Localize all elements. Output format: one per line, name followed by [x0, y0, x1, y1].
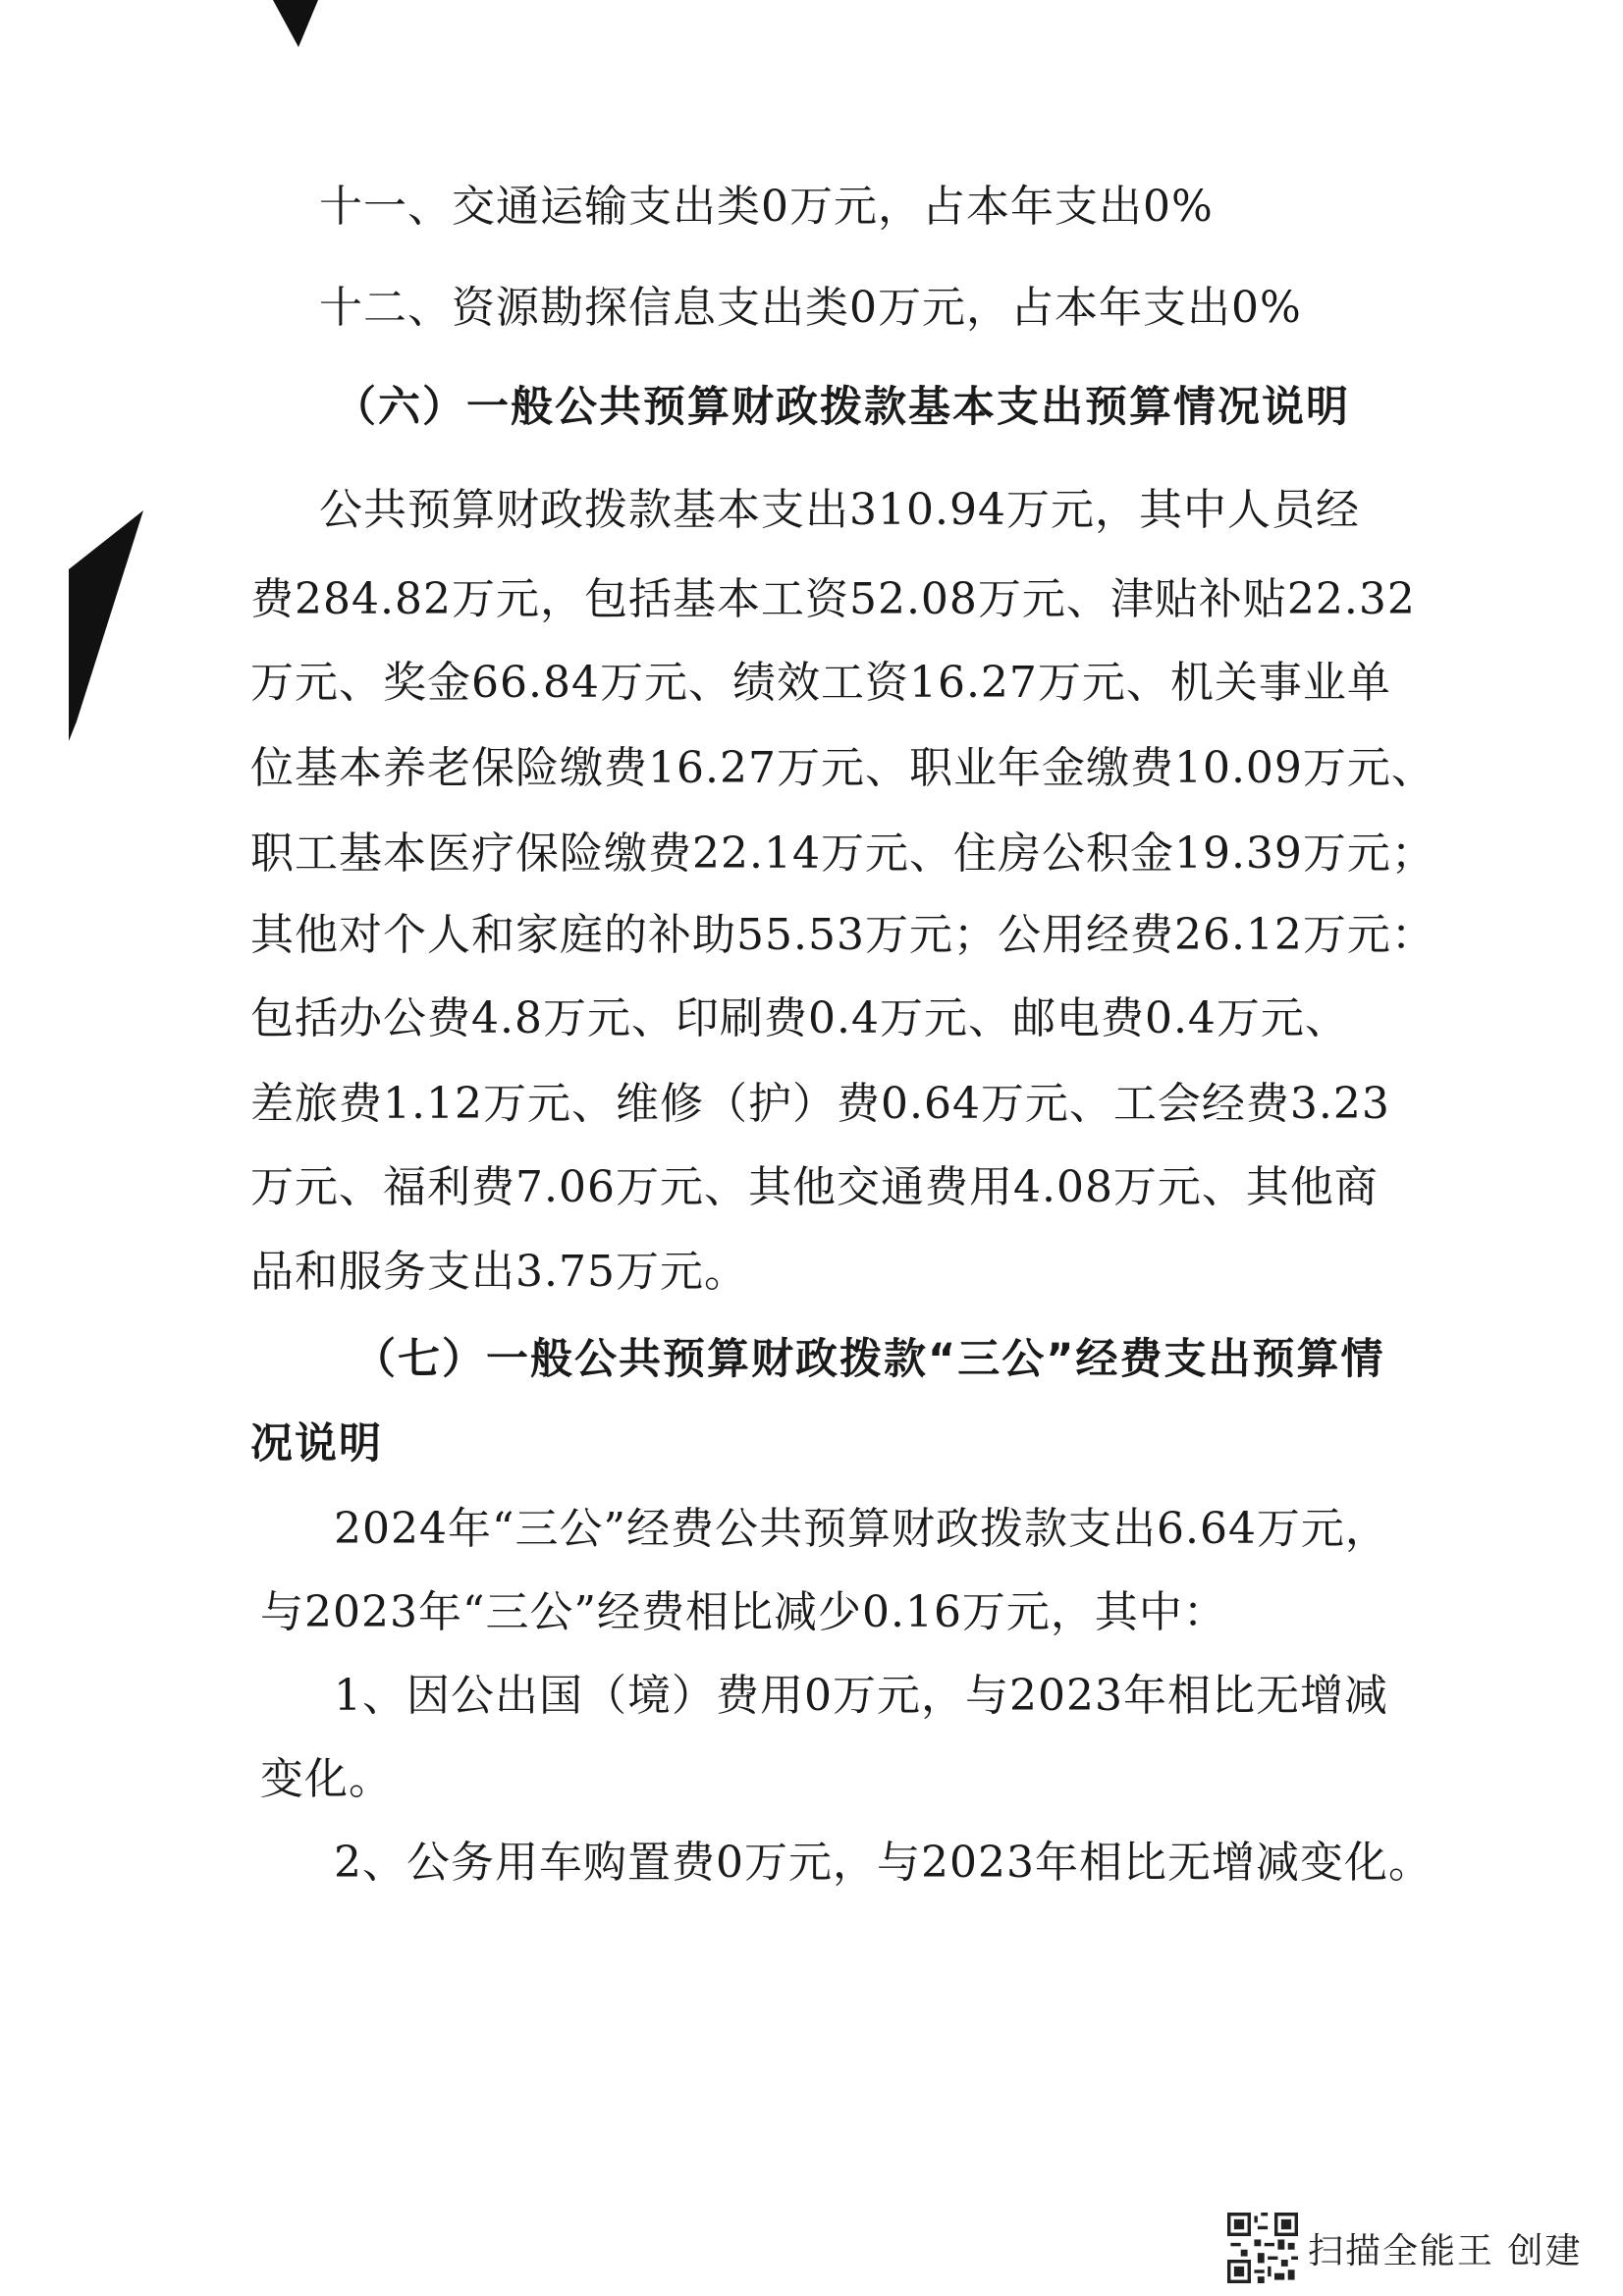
scan-artifact-top-triangle — [273, 0, 318, 47]
paragraph-line: 差旅费1.12万元、维修（护）费0.64万元、工会经费3.23 — [250, 1079, 1390, 1129]
watermark-label: 扫描全能王 创建 — [1308, 2230, 1583, 2271]
section-7-heading: （七）一般公共预算财政拨款“三公”经费支出预算情 — [353, 1335, 1385, 1384]
expense-item-11: 十一、交通运输支出类0万元，占本年支出0% — [319, 182, 1214, 232]
paragraph-line: 公共预算财政拨款基本支出310.94万元，其中人员经 — [319, 485, 1360, 535]
paragraph-line: 费284.82万元，包括基本工资52.08万元、津贴补贴22.32 — [250, 574, 1416, 624]
expense-item-12: 十二、资源勘探信息支出类0万元，占本年支出0% — [319, 283, 1302, 333]
paragraph-line: 万元、福利费7.06万元、其他交通费用4.08万元、其他商 — [250, 1162, 1379, 1212]
scan-artifact-left-wedge — [69, 510, 147, 741]
paragraph-line: 职工基本医疗保险缴费22.14万元、住房公积金19.39万元； — [250, 828, 1435, 879]
paragraph-line: 其他对个人和家庭的补助55.53万元；公用经费26.12万元： — [250, 910, 1435, 960]
paragraph-line: 万元、奖金66.84万元、绩效工资16.27万元、机关事业单 — [250, 658, 1391, 708]
paragraph-line: 位基本养老保险缴费16.27万元、职业年金缴费10.09万元、 — [250, 743, 1435, 793]
paragraph-line: 1、因公出国（境）费用0万元，与2023年相比无增减 — [334, 1671, 1388, 1721]
section-7-heading-cont: 况说明 — [250, 1419, 383, 1468]
paragraph-line: 包括办公费4.8万元、印刷费0.4万元、邮电费0.4万元、 — [250, 993, 1349, 1043]
paragraph-line: 2、公务用车购置费0万元，与2023年相比无增减变化。 — [334, 1838, 1433, 1888]
scanner-watermark — [1227, 2214, 1600, 2282]
paragraph-line: 品和服务支出3.75万元。 — [250, 1247, 748, 1297]
paragraph-line: 与2023年“三公”经费相比减少0.16万元，其中： — [260, 1587, 1227, 1637]
paragraph-line: 变化。 — [260, 1754, 393, 1804]
qr-code-icon — [1227, 2213, 1298, 2283]
paragraph-line: 2024年“三公”经费公共预算财政拨款支出6.64万元， — [334, 1504, 1389, 1554]
section-6-heading: （六）一般公共预算财政拨款基本支出预算情况说明 — [334, 383, 1350, 432]
